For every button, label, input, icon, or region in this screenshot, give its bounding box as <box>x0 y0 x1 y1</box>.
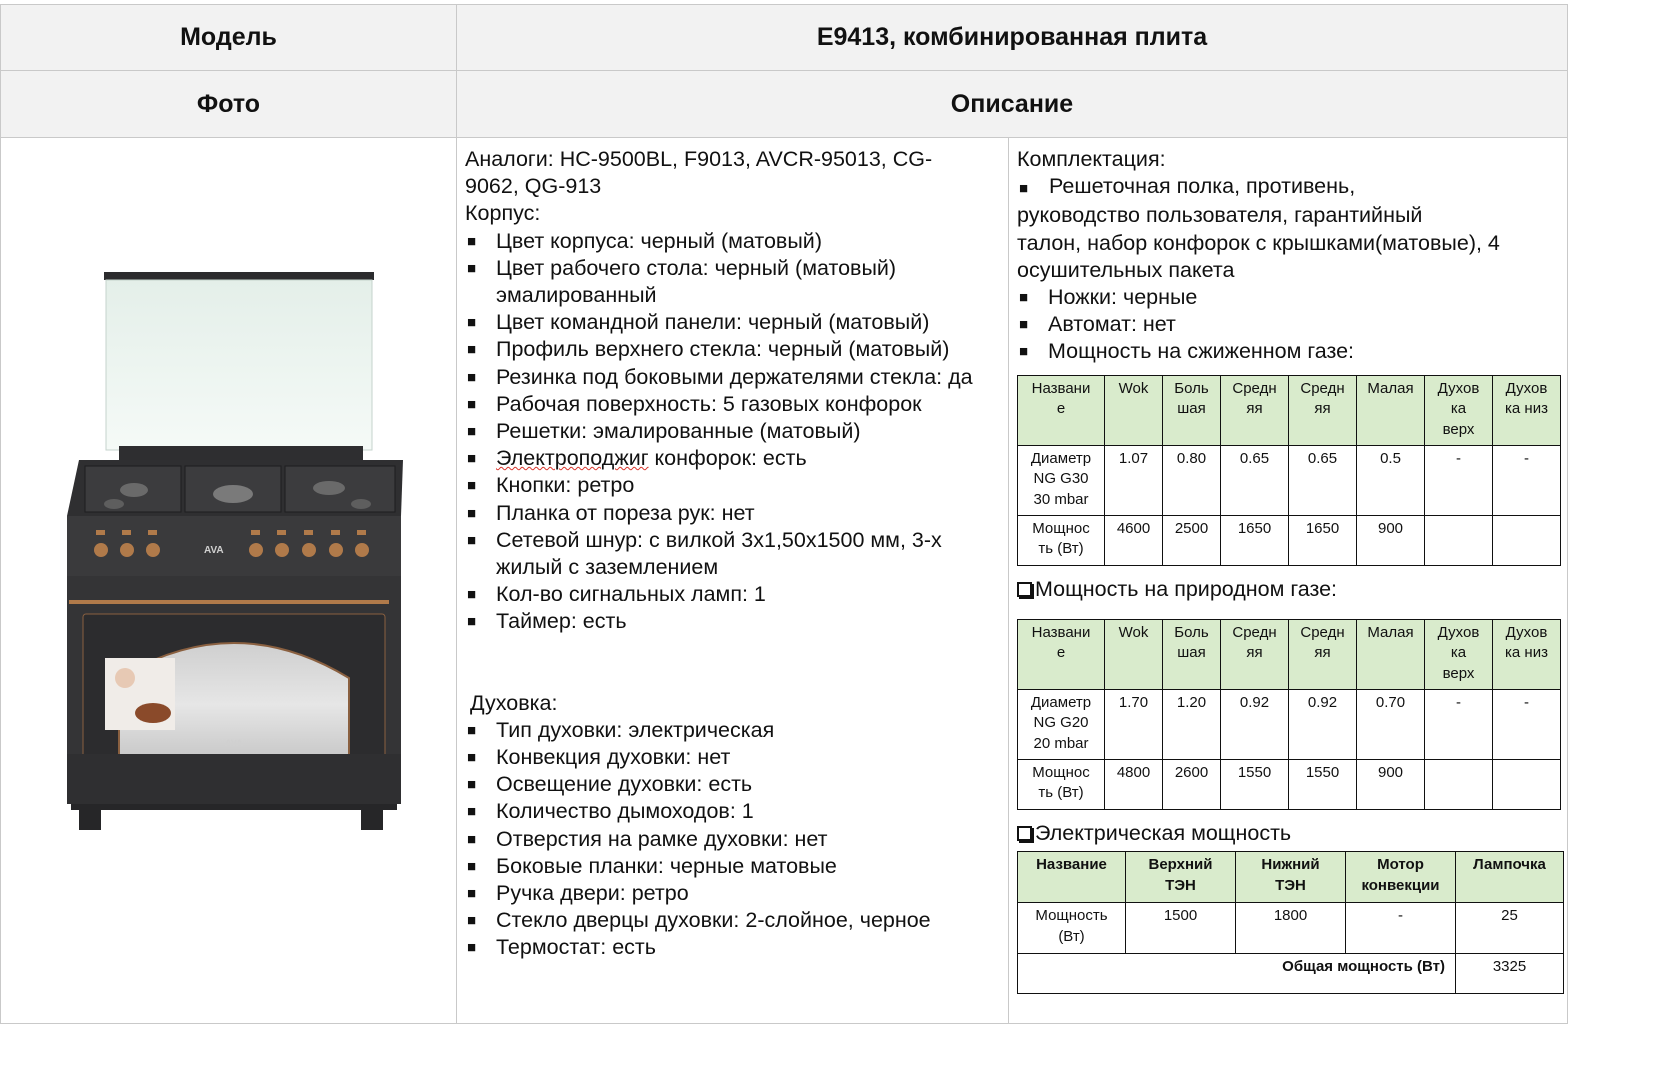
list-item: ■ Резинка под боковыми держателями стекла: да <box>467 364 973 389</box>
table-cell: Мощнос ть (Вт) <box>1018 515 1105 565</box>
table-header-cell: Верхний ТЭН <box>1126 852 1236 903</box>
description-left-column <box>457 138 1009 1023</box>
table-header-cell: Духов ка низ <box>1493 619 1561 689</box>
table-cell: 0.65 <box>1289 445 1357 515</box>
section-header-row <box>0 71 1568 138</box>
table-header-cell: Средн яя <box>1289 375 1357 445</box>
table-cell: - <box>1425 689 1493 759</box>
list-item: ■ Кол-во сигнальных ламп: 1 <box>467 582 766 607</box>
table-header-cell: Wok <box>1105 619 1163 689</box>
table-cell: 0.92 <box>1289 689 1357 759</box>
list-item: ■ Количество дымоходов: 1 <box>467 799 754 824</box>
table-header-cell: Средн яя <box>1289 619 1357 689</box>
total-label-cell: Общая мощность (Вт) <box>1018 954 1456 994</box>
list-item-continuation: эмалированный <box>496 283 657 308</box>
table-header-cell: Wok <box>1105 375 1163 445</box>
analogs-line1: Аналоги: HC-9500BL, F9013, AVCR-95013, CG- <box>465 147 933 171</box>
table-cell: 4600 <box>1105 515 1163 565</box>
list-item: ■ Ножки: черные <box>1019 285 1198 310</box>
table-row <box>1018 445 1561 515</box>
table-header-cell: Средн яя <box>1221 619 1289 689</box>
table-header-cell: Боль шая <box>1163 619 1221 689</box>
equipment-text: ■ Решеточная полка, противень, руководство пользователя, гарантийный талон, набор конфорок с крышками(матовые), 4 осушительных пакета <box>1017 174 1500 282</box>
table-header-cell: Нижний ТЭН <box>1236 852 1346 903</box>
list-item: ■ Планка от пореза рук: нет <box>467 500 755 525</box>
lpg-power-table <box>1017 375 1561 566</box>
checkbox-icon <box>1017 582 1032 597</box>
table-cell: 1550 <box>1289 759 1357 809</box>
table-header-cell: Названи е <box>1018 375 1105 445</box>
oven-section-title: Духовка: <box>470 690 558 715</box>
body-section-title: Корпус: <box>465 201 541 226</box>
list-item: ■ Цвет рабочего стола: черный (матовый) <box>467 255 897 280</box>
table-cell: - <box>1346 903 1456 954</box>
table-cell: 2500 <box>1163 515 1221 565</box>
list-item-continuation: жилый с заземлением <box>496 555 719 580</box>
table-cell: - <box>1425 445 1493 515</box>
table-cell: 900 <box>1357 759 1425 809</box>
analogs-line2: 9062, QG-913 <box>465 174 602 199</box>
table-header-cell: Духов ка верх <box>1425 619 1493 689</box>
table-cell <box>1425 515 1493 565</box>
table-cell: 2600 <box>1163 759 1221 809</box>
table-cell: 1.20 <box>1163 689 1221 759</box>
table-cell <box>1425 759 1493 809</box>
table-cell: 1.70 <box>1105 689 1163 759</box>
table-cell: 0.70 <box>1357 689 1425 759</box>
model-row <box>0 4 1568 71</box>
spellcheck-word: Электроподжиг <box>496 446 649 471</box>
table-total-row <box>1018 954 1564 994</box>
list-item: ■ Профиль верхнего стекла: черный (матовый) <box>467 337 950 362</box>
list-item: ■ Таймер: есть <box>467 609 627 634</box>
photo-cell <box>1 138 457 1023</box>
model-label: Модель <box>1 5 457 70</box>
table-row <box>1018 689 1561 759</box>
table-cell: - <box>1493 445 1561 515</box>
table-cell: Диаметр NG G30 30 mbar <box>1018 445 1105 515</box>
table-cell: Мощность (Вт) <box>1018 903 1126 954</box>
list-item: ■ Цвет корпуса: черный (матовый) <box>467 228 822 253</box>
list-item: ■ Освещение духовки: есть <box>467 772 753 797</box>
oven-specs-list <box>465 717 1008 962</box>
table-header-cell: Мотор конвекции <box>1346 852 1456 903</box>
electric-section-title: Электрическая мощность <box>1017 820 1568 847</box>
table-header-row <box>1018 619 1561 689</box>
table-header-cell: Название <box>1018 852 1126 903</box>
list-item: ■ Боковые планки: черные матовые <box>467 853 837 878</box>
table-cell: 900 <box>1357 515 1425 565</box>
table-row <box>1018 515 1561 565</box>
table-header-row <box>1018 375 1561 445</box>
table-header-cell: Духов ка верх <box>1425 375 1493 445</box>
ng-section-title: Мощность на природном газе: <box>1017 576 1568 603</box>
table-cell: Диаметр NG G20 20 mbar <box>1018 689 1105 759</box>
table-cell: 0.65 <box>1221 445 1289 515</box>
table-header-cell: Малая <box>1357 619 1425 689</box>
table-cell: 0.80 <box>1163 445 1221 515</box>
table-cell: 1650 <box>1289 515 1357 565</box>
list-item: ■ Кнопки: ретро <box>467 473 635 498</box>
list-item: ■ Стекло дверцы духовки: 2-слойное, черное <box>467 908 931 933</box>
table-row <box>1018 759 1561 809</box>
photo-label: Фото <box>1 71 457 137</box>
table-cell: 0.92 <box>1221 689 1289 759</box>
table-cell: 25 <box>1456 903 1564 954</box>
model-value: E9413, комбинированная плита <box>816 23 1208 51</box>
table-cell: 0.5 <box>1357 445 1425 515</box>
table-header-cell: Боль шая <box>1163 375 1221 445</box>
body-specs-list <box>465 228 1008 636</box>
table-cell: 1.07 <box>1105 445 1163 515</box>
table-row <box>1018 903 1564 954</box>
brand-mark-top: AVA <box>204 545 224 556</box>
checkbox-icon <box>1017 826 1032 841</box>
description-label: Описание <box>950 89 1074 118</box>
table-cell: Мощнос ть (Вт) <box>1018 759 1105 809</box>
table-cell <box>1493 515 1561 565</box>
list-item: ■ Термостат: есть <box>467 935 656 960</box>
table-cell: 1550 <box>1221 759 1289 809</box>
table-cell: 1500 <box>1126 903 1236 954</box>
table-cell <box>1493 759 1561 809</box>
equipment-title: Комплектация: <box>1017 147 1166 171</box>
list-item: ■ Конвекция духовки: нет <box>467 745 731 770</box>
list-item: ■ Решетки: эмалированные (матовый) <box>467 419 861 444</box>
table-cell: 1650 <box>1221 515 1289 565</box>
table-cell: 1800 <box>1236 903 1346 954</box>
total-value-cell: 3325 <box>1456 954 1564 994</box>
table-header-row <box>1018 852 1564 903</box>
equipment-list <box>1017 284 1568 366</box>
list-item: ■ Тип духовки: электрическая <box>467 717 775 742</box>
brand-mark-door: AVA <box>225 738 243 748</box>
content-row <box>0 138 1568 1024</box>
ng-power-table <box>1017 619 1561 810</box>
table-cell: 4800 <box>1105 759 1163 809</box>
electric-power-table <box>1017 851 1564 994</box>
description-right-column <box>1009 138 1568 1023</box>
list-item: ■ Цвет командной панели: черный (матовый) <box>467 310 930 335</box>
list-item: ■ Рабочая поверхность: 5 газовых конфорок <box>467 391 922 416</box>
list-item: ■ Мощность на сжиженном газе: <box>1019 339 1355 364</box>
table-cell: - <box>1493 689 1561 759</box>
list-item: ■ Сетевой шнур: с вилкой 3х1,50х1500 мм, 3-х <box>467 527 942 552</box>
table-header-cell: Средн яя <box>1221 375 1289 445</box>
table-header-cell: Лампочка <box>1456 852 1564 903</box>
list-item: ■ Автомат: нет <box>1019 312 1176 337</box>
table-header-cell: Духов ка низ <box>1493 375 1561 445</box>
list-item: ■ Электроподжиг конфорок: есть <box>467 446 807 471</box>
table-header-cell: Малая <box>1357 375 1425 445</box>
table-header-cell: Названи е <box>1018 619 1105 689</box>
stove-image <box>1 138 457 1023</box>
list-item: ■ Отверстия на рамке духовки: нет <box>467 826 828 851</box>
list-item: ■ Ручка двери: ретро <box>467 881 689 906</box>
